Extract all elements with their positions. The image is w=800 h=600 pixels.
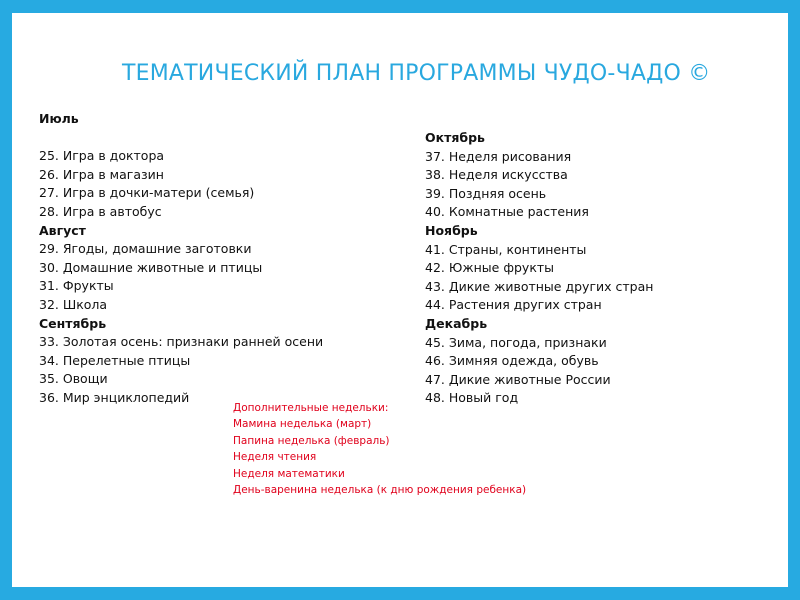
list-item: 44. Растения других стран: [425, 297, 602, 313]
list-item: 35. Овощи: [39, 371, 108, 387]
list-item: День-варенина неделька (к дню рождения ребенка): [233, 483, 527, 496]
extra-weeks-heading: Дополнительные недельки:: [233, 402, 389, 414]
spacer: [39, 129, 323, 148]
left-column: [39, 110, 323, 408]
list-item: 39. Поздняя осень: [425, 185, 547, 201]
list-item: 33. Золотая осень: признаки ранней осени: [39, 334, 324, 350]
month-heading-november: Ноябрь: [425, 222, 478, 238]
month-heading-december: Декабрь: [425, 315, 488, 331]
list-item: 46. Зимняя одежда, обувь: [425, 353, 599, 369]
list-item: 27. Игра в дочки-матери (семья): [39, 185, 255, 201]
list-item: 38. Неделя искусства: [425, 167, 568, 183]
list-item: 28. Игра в автобус: [39, 203, 162, 219]
list-item: 45. Зима, погода, признаки: [425, 334, 607, 350]
list-item: 42. Южные фрукты: [425, 260, 555, 276]
list-item: Папина неделька (февраль): [233, 434, 390, 447]
list-item: 47. Дикие животные России: [425, 371, 611, 387]
list-item: 29. Ягоды, домашние заготовки: [39, 241, 252, 257]
list-item: 41. Страны, континенты: [425, 241, 587, 257]
right-column: [425, 129, 653, 408]
list-item: 30. Домашние животные и птицы: [39, 259, 263, 275]
list-item: 26. Игра в магазин: [39, 166, 164, 182]
slide-title: ТЕМАТИЧЕСКИЙ ПЛАН ПРОГРАММЫ ЧУДО-ЧАДО ©: [122, 61, 711, 86]
list-item: 34. Перелетные птицы: [39, 352, 191, 368]
list-item: 43. Дикие животные других стран: [425, 278, 654, 294]
extra-weeks-note: [233, 400, 526, 498]
slide: [12, 13, 788, 587]
list-item: 31. Фрукты: [39, 278, 114, 294]
list-item: Неделя чтения: [233, 451, 317, 464]
month-heading-october: Октябрь: [425, 130, 485, 145]
month-heading-august: Август: [39, 222, 86, 238]
list-item: 32. Школа: [39, 296, 108, 312]
list-item: 36. Мир энциклопедий: [39, 389, 190, 405]
month-heading-july: Июль: [39, 111, 79, 126]
list-item: 25. Игра в доктора: [39, 148, 165, 164]
list-item: Мамина неделька (март): [233, 418, 372, 431]
list-item: Неделя математики: [233, 467, 345, 480]
list-item: 37. Неделя рисования: [425, 148, 572, 164]
list-item: 48. Новый год: [425, 390, 519, 406]
month-heading-september: Сентябрь: [39, 315, 107, 331]
list-item: 40. Комнатные растения: [425, 204, 589, 220]
